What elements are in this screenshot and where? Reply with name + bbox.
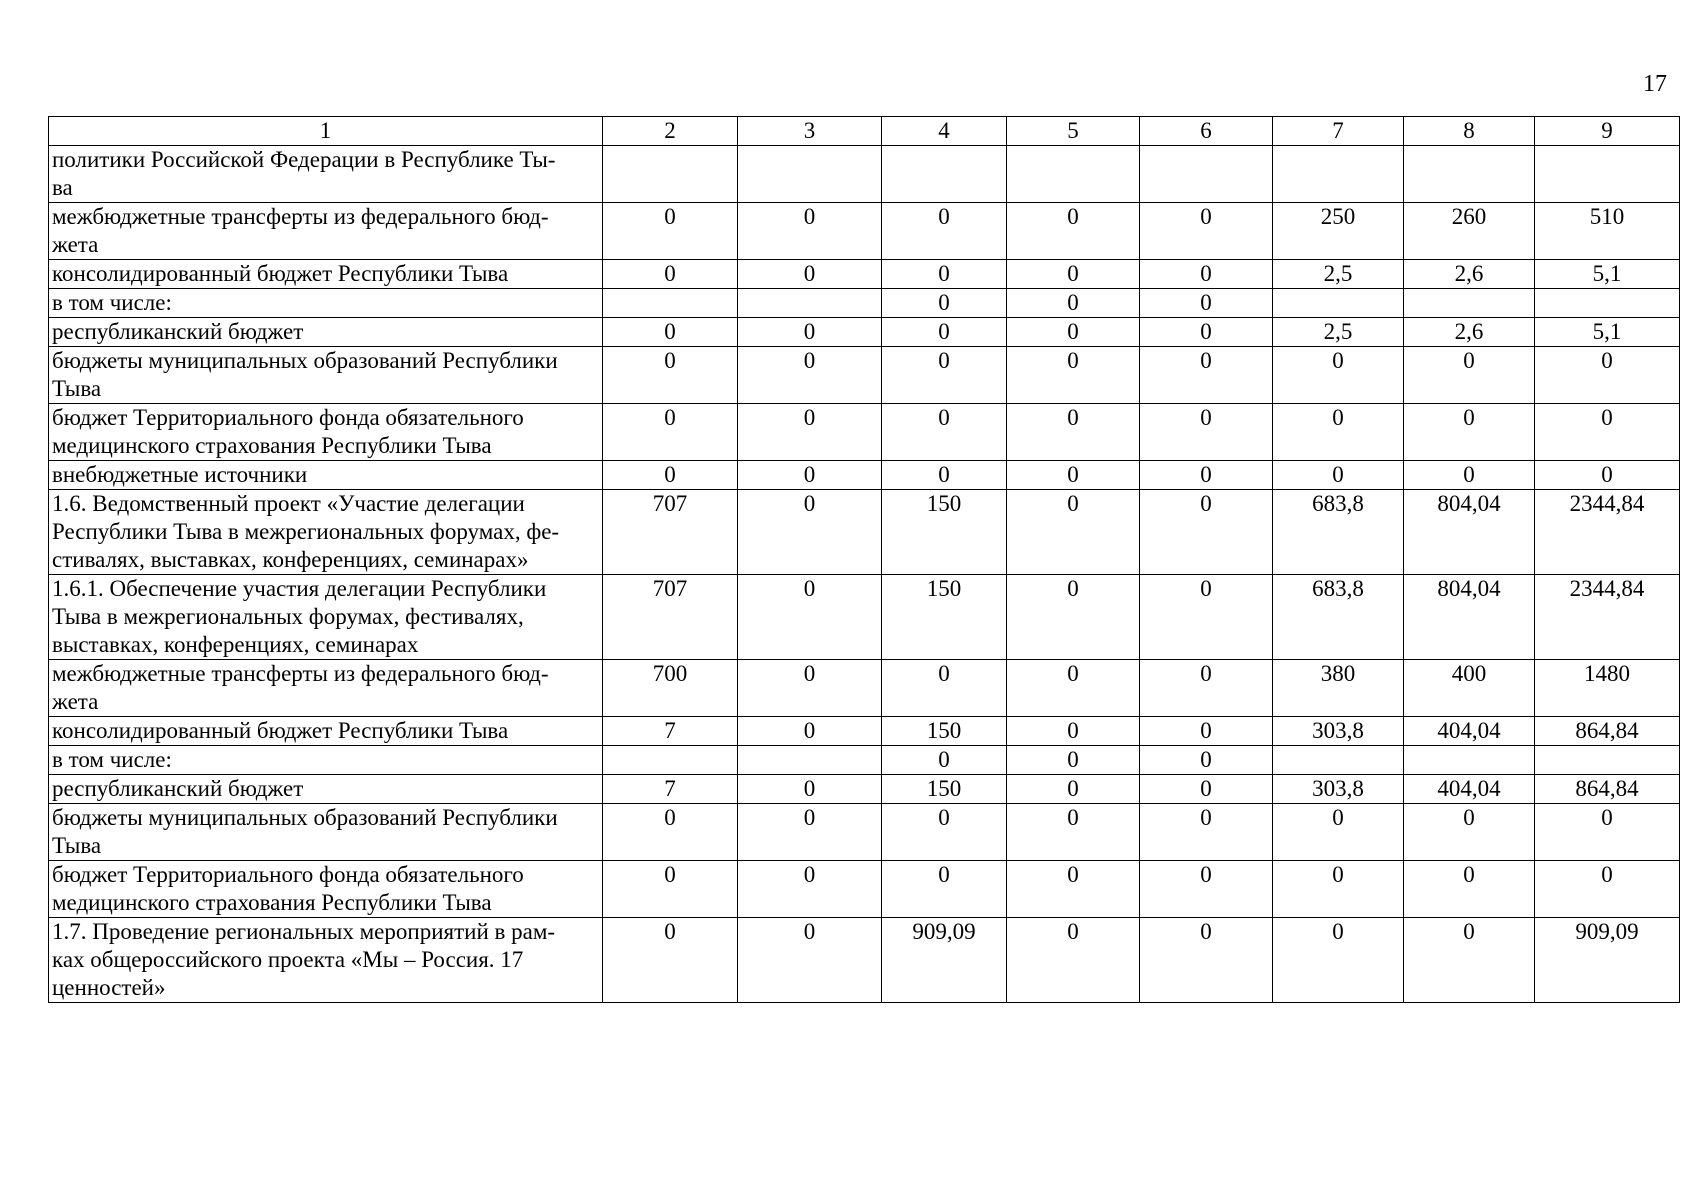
cell-col-3: 0 [738, 404, 882, 461]
row-label-line: межбюджетные трансферты из федерального бюд- [52, 204, 549, 229]
cell-col-4: 0 [882, 347, 1007, 404]
row-label [49, 318, 603, 347]
cell-col-6: 0 [1140, 918, 1273, 1003]
cell-col-4: 0 [882, 461, 1007, 490]
table-row [49, 861, 1680, 918]
row-label-line: политики Российской Федерации в Республике Ты- [52, 147, 556, 172]
row-label [49, 404, 603, 461]
column-header-2: 2 [603, 117, 738, 146]
cell-col-4 [882, 146, 1007, 203]
cell-col-9 [1535, 289, 1680, 318]
row-label-line: Тыва в межрегиональных форумах, фестивалях, [52, 604, 524, 629]
cell-col-8: 0 [1404, 918, 1535, 1003]
cell-col-7: 303,8 [1273, 717, 1404, 746]
cell-col-2: 0 [603, 804, 738, 861]
table-row [49, 318, 1680, 347]
cell-col-6: 0 [1140, 717, 1273, 746]
cell-col-6: 0 [1140, 804, 1273, 861]
cell-col-7: 0 [1273, 347, 1404, 404]
header-row [49, 117, 1680, 146]
cell-col-7: 0 [1273, 918, 1404, 1003]
row-label-line: 1.6. Ведомственный проект «Участие делегации [52, 491, 525, 516]
cell-col-9: 510 [1535, 203, 1680, 260]
cell-col-2 [603, 289, 738, 318]
cell-col-9: 0 [1535, 861, 1680, 918]
cell-col-5: 0 [1007, 490, 1140, 575]
row-label-line: межбюджетные трансферты из федерального бюд- [52, 661, 549, 686]
cell-col-8: 0 [1404, 861, 1535, 918]
row-label [49, 260, 603, 289]
cell-col-7: 380 [1273, 660, 1404, 717]
cell-col-9: 0 [1535, 461, 1680, 490]
cell-col-2: 0 [603, 347, 738, 404]
cell-col-8: 0 [1404, 804, 1535, 861]
table-body [49, 117, 1680, 1003]
cell-col-8: 2,6 [1404, 318, 1535, 347]
table-row [49, 461, 1680, 490]
cell-col-2: 700 [603, 660, 738, 717]
row-label [49, 861, 603, 918]
row-label [49, 660, 603, 717]
cell-col-2: 707 [603, 490, 738, 575]
cell-col-5: 0 [1007, 575, 1140, 660]
cell-col-7 [1273, 746, 1404, 775]
table-row [49, 746, 1680, 775]
row-label-line: ва [52, 175, 73, 200]
cell-col-6: 0 [1140, 347, 1273, 404]
cell-col-6 [1140, 146, 1273, 203]
cell-col-2 [603, 146, 738, 203]
cell-col-3: 0 [738, 861, 882, 918]
cell-col-9 [1535, 746, 1680, 775]
cell-col-5: 0 [1007, 775, 1140, 804]
row-label-line: бюджет Территориального фонда обязательного [52, 862, 524, 887]
cell-col-8: 2,6 [1404, 260, 1535, 289]
cell-col-4: 0 [882, 260, 1007, 289]
cell-col-6: 0 [1140, 260, 1273, 289]
cell-col-9: 0 [1535, 404, 1680, 461]
row-label-line: республиканский бюджет [52, 319, 304, 344]
table-row [49, 717, 1680, 746]
row-label-line: ках общероссийского проекта «Мы – Россия. 17 [52, 947, 524, 972]
row-label [49, 575, 603, 660]
table-row [49, 575, 1680, 660]
cell-col-9: 2344,84 [1535, 490, 1680, 575]
cell-col-8: 400 [1404, 660, 1535, 717]
cell-col-7: 303,8 [1273, 775, 1404, 804]
cell-col-3: 0 [738, 203, 882, 260]
cell-col-6: 0 [1140, 404, 1273, 461]
cell-col-5: 0 [1007, 804, 1140, 861]
table-row [49, 203, 1680, 260]
cell-col-5: 0 [1007, 918, 1140, 1003]
cell-col-7: 0 [1273, 461, 1404, 490]
cell-col-8: 804,04 [1404, 575, 1535, 660]
cell-col-8: 0 [1404, 347, 1535, 404]
row-label-line: внебюджетные источники [52, 462, 308, 487]
cell-col-7: 0 [1273, 861, 1404, 918]
cell-col-4: 909,09 [882, 918, 1007, 1003]
row-label-line: бюджеты муниципальных образований Республики [52, 348, 558, 373]
row-label [49, 461, 603, 490]
cell-col-8: 0 [1404, 404, 1535, 461]
cell-col-7 [1273, 146, 1404, 203]
cell-col-7: 683,8 [1273, 490, 1404, 575]
cell-col-2: 707 [603, 575, 738, 660]
row-label-line: медицинского страхования Республики Тыва [52, 890, 492, 915]
cell-col-7: 0 [1273, 804, 1404, 861]
cell-col-9: 2344,84 [1535, 575, 1680, 660]
cell-col-5: 0 [1007, 203, 1140, 260]
cell-col-3: 0 [738, 490, 882, 575]
table-row [49, 404, 1680, 461]
cell-col-3: 0 [738, 318, 882, 347]
table-row [49, 804, 1680, 861]
column-header-1: 1 [49, 117, 603, 146]
cell-col-6: 0 [1140, 490, 1273, 575]
cell-col-8: 0 [1404, 461, 1535, 490]
cell-col-4: 0 [882, 203, 1007, 260]
cell-col-2: 7 [603, 775, 738, 804]
cell-col-4: 0 [882, 404, 1007, 461]
cell-col-8 [1404, 289, 1535, 318]
cell-col-2: 0 [603, 918, 738, 1003]
cell-col-9: 0 [1535, 347, 1680, 404]
cell-col-3: 0 [738, 775, 882, 804]
cell-col-5: 0 [1007, 260, 1140, 289]
cell-col-7 [1273, 289, 1404, 318]
column-header-7: 7 [1273, 117, 1404, 146]
cell-col-3: 0 [738, 804, 882, 861]
row-label-line: 1.6.1. Обеспечение участия делегации Республики [52, 576, 547, 601]
cell-col-4: 0 [882, 660, 1007, 717]
row-label [49, 804, 603, 861]
cell-col-2 [603, 746, 738, 775]
cell-col-8: 404,04 [1404, 775, 1535, 804]
cell-col-7: 2,5 [1273, 318, 1404, 347]
cell-col-6: 0 [1140, 746, 1273, 775]
page-number: 17 [1643, 71, 1667, 97]
cell-col-9: 5,1 [1535, 318, 1680, 347]
row-label [49, 746, 603, 775]
row-label [49, 289, 603, 318]
cell-col-3: 0 [738, 717, 882, 746]
cell-col-5: 0 [1007, 861, 1140, 918]
cell-col-2: 0 [603, 318, 738, 347]
cell-col-6: 0 [1140, 775, 1273, 804]
table-row [49, 490, 1680, 575]
row-label-line: Тыва [52, 833, 102, 858]
cell-col-3: 0 [738, 461, 882, 490]
cell-col-5: 0 [1007, 318, 1140, 347]
cell-col-4: 150 [882, 575, 1007, 660]
table-row [49, 918, 1680, 1003]
cell-col-3: 0 [738, 918, 882, 1003]
cell-col-4: 150 [882, 490, 1007, 575]
cell-col-6: 0 [1140, 461, 1273, 490]
cell-col-4: 0 [882, 289, 1007, 318]
cell-col-3: 0 [738, 660, 882, 717]
table-row [49, 347, 1680, 404]
row-label-line: в том числе: [52, 290, 172, 315]
cell-col-6: 0 [1140, 203, 1273, 260]
cell-col-6: 0 [1140, 289, 1273, 318]
row-label-line: выставках, конференциях, семинарах [52, 632, 419, 657]
column-header-6: 6 [1140, 117, 1273, 146]
row-label [49, 490, 603, 575]
cell-col-2: 7 [603, 717, 738, 746]
cell-col-8: 404,04 [1404, 717, 1535, 746]
cell-col-8 [1404, 746, 1535, 775]
row-label [49, 717, 603, 746]
column-header-4: 4 [882, 117, 1007, 146]
cell-col-2: 0 [603, 404, 738, 461]
row-label-line: бюджеты муниципальных образований Республики [52, 805, 558, 830]
cell-col-9: 1480 [1535, 660, 1680, 717]
row-label-line: стивалях, выставках, конференциях, семинарах» [52, 547, 529, 572]
cell-col-5: 0 [1007, 717, 1140, 746]
cell-col-9: 909,09 [1535, 918, 1680, 1003]
cell-col-3: 0 [738, 347, 882, 404]
row-label [49, 918, 603, 1003]
cell-col-4: 0 [882, 804, 1007, 861]
row-label [49, 775, 603, 804]
cell-col-9: 0 [1535, 804, 1680, 861]
column-header-5: 5 [1007, 117, 1140, 146]
cell-col-8: 804,04 [1404, 490, 1535, 575]
cell-col-3: 0 [738, 575, 882, 660]
cell-col-9: 864,84 [1535, 775, 1680, 804]
row-label [49, 203, 603, 260]
cell-col-5: 0 [1007, 660, 1140, 717]
cell-col-2: 0 [603, 861, 738, 918]
cell-col-2: 0 [603, 461, 738, 490]
cell-col-4: 0 [882, 861, 1007, 918]
cell-col-8: 260 [1404, 203, 1535, 260]
table-row [49, 146, 1680, 203]
cell-col-6: 0 [1140, 660, 1273, 717]
cell-col-3 [738, 746, 882, 775]
column-header-3: 3 [738, 117, 882, 146]
column-header-9: 9 [1535, 117, 1680, 146]
cell-col-6: 0 [1140, 318, 1273, 347]
cell-col-5: 0 [1007, 289, 1140, 318]
row-label-line: жета [52, 232, 99, 257]
row-label [49, 146, 603, 203]
column-header-8: 8 [1404, 117, 1535, 146]
row-label-line: Тыва [52, 376, 102, 401]
cell-col-4: 0 [882, 746, 1007, 775]
cell-col-6: 0 [1140, 575, 1273, 660]
row-label-line: 1.7. Проведение региональных мероприятий в рам- [52, 919, 556, 944]
row-label-line: ценностей» [52, 975, 166, 1000]
cell-col-5 [1007, 146, 1140, 203]
cell-col-7: 0 [1273, 404, 1404, 461]
cell-col-5: 0 [1007, 404, 1140, 461]
cell-col-9: 864,84 [1535, 717, 1680, 746]
cell-col-4: 150 [882, 717, 1007, 746]
cell-col-6: 0 [1140, 861, 1273, 918]
row-label [49, 347, 603, 404]
row-label-line: жета [52, 689, 99, 714]
cell-col-7: 250 [1273, 203, 1404, 260]
row-label-line: бюджет Территориального фонда обязательного [52, 405, 524, 430]
cell-col-7: 2,5 [1273, 260, 1404, 289]
row-label-line: Республики Тыва в межрегиональных форумах, фе- [52, 519, 560, 544]
budget-table [48, 116, 1680, 1003]
cell-col-5: 0 [1007, 461, 1140, 490]
cell-col-5: 0 [1007, 746, 1140, 775]
row-label-line: консолидированный бюджет Республики Тыва [52, 718, 509, 743]
cell-col-2: 0 [603, 203, 738, 260]
table-row [49, 660, 1680, 717]
cell-col-4: 150 [882, 775, 1007, 804]
cell-col-3 [738, 146, 882, 203]
cell-col-7: 683,8 [1273, 575, 1404, 660]
table-row [49, 289, 1680, 318]
row-label-line: республиканский бюджет [52, 776, 304, 801]
cell-col-9: 5,1 [1535, 260, 1680, 289]
cell-col-3: 0 [738, 260, 882, 289]
row-label-line: медицинского страхования Республики Тыва [52, 433, 492, 458]
cell-col-5: 0 [1007, 347, 1140, 404]
cell-col-8 [1404, 146, 1535, 203]
row-label-line: в том числе: [52, 747, 172, 772]
cell-col-3 [738, 289, 882, 318]
table-row [49, 260, 1680, 289]
table-row [49, 775, 1680, 804]
cell-col-4: 0 [882, 318, 1007, 347]
cell-col-2: 0 [603, 260, 738, 289]
row-label-line: консолидированный бюджет Республики Тыва [52, 261, 509, 286]
cell-col-9 [1535, 146, 1680, 203]
